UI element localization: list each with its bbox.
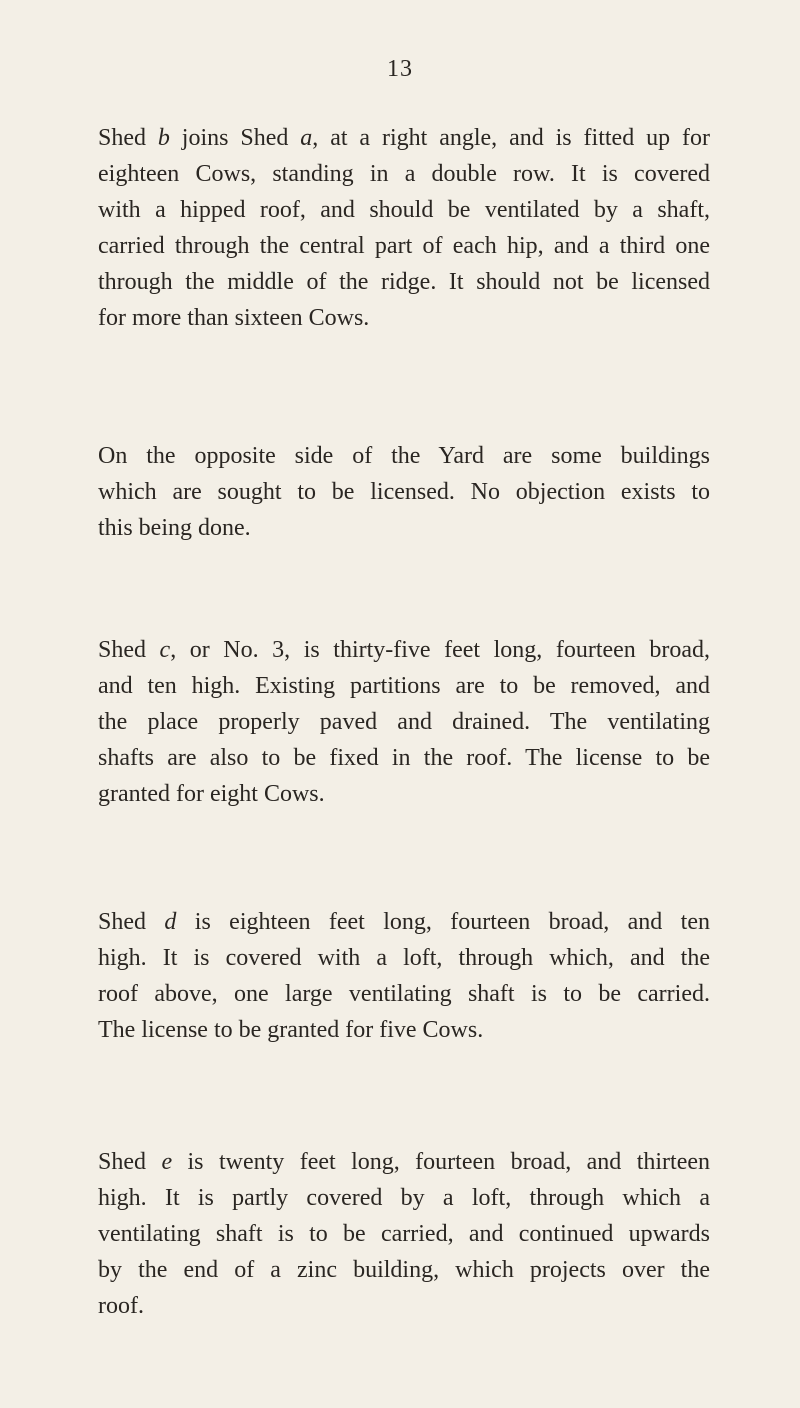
paragraph-opposite-side bbox=[98, 438, 710, 546]
text-line bbox=[98, 1144, 710, 1180]
text-line: through the middle of the ridge. It should not be licensed bbox=[98, 269, 710, 295]
text-span: Shed bbox=[98, 1149, 162, 1175]
italic-letter: c bbox=[159, 637, 171, 663]
text-line: The license to be granted for five Cows. bbox=[98, 1017, 484, 1043]
text-line: this being done. bbox=[98, 515, 251, 541]
text-line: which are sought to be licensed. No objection exists to bbox=[98, 479, 710, 505]
text-line: high. It is covered with a loft, through which, and the bbox=[98, 945, 710, 971]
text-line: with a hipped roof, and should be ventilated by a shaft, bbox=[98, 197, 710, 223]
text-line: eighteen Cows, standing in a double row. It is covered bbox=[98, 161, 710, 187]
paragraph-shed-d bbox=[98, 904, 710, 1048]
paragraph-shed-c bbox=[98, 632, 710, 812]
text-line: by the end of a zinc building, which projects over the bbox=[98, 1257, 710, 1283]
text-span: , at a right angle, and is fitted up for bbox=[312, 125, 710, 151]
text-span: , or No. 3, is thirty-five feet long, fourteen broad, bbox=[170, 637, 710, 663]
text-span: Shed bbox=[98, 125, 158, 151]
text-line: for more than sixteen Cows. bbox=[98, 305, 370, 331]
text-line: granted for eight Cows. bbox=[98, 781, 325, 807]
text-span: Shed bbox=[98, 909, 165, 935]
text-line: carried through the central part of each hip, and a third one bbox=[98, 233, 710, 259]
text-line: and ten high. Existing partitions are to be removed, and bbox=[98, 673, 710, 699]
italic-letter: e bbox=[161, 1149, 173, 1175]
text-span: is eighteen feet long, fourteen broad, and ten bbox=[176, 909, 710, 935]
text-line: the place properly paved and drained. The ventilating bbox=[98, 709, 710, 735]
text-line: shafts are also to be fixed in the roof. The license to be bbox=[98, 745, 710, 771]
paragraph-shed-b bbox=[98, 120, 710, 336]
text-line: ventilating shaft is to be carried, and continued upwards bbox=[98, 1221, 710, 1247]
text-span: is twenty feet long, fourteen broad, and thirteen bbox=[172, 1149, 711, 1175]
paragraph-shed-e bbox=[98, 1144, 710, 1324]
text-line bbox=[98, 904, 710, 940]
text-line: roof above, one large ventilating shaft is to be carried. bbox=[98, 981, 710, 1007]
italic-letter: b bbox=[157, 125, 170, 151]
text-line bbox=[98, 632, 710, 668]
text-span: joins Shed bbox=[169, 125, 301, 151]
text-line: On the opposite side of the Yard are some buildings bbox=[98, 443, 710, 469]
italic-letter: d bbox=[164, 909, 177, 935]
text-span: Shed bbox=[98, 637, 160, 663]
text-line: high. It is partly covered by a loft, through which a bbox=[98, 1185, 710, 1211]
text-line: roof. bbox=[98, 1293, 144, 1319]
page-number: 13 bbox=[387, 56, 413, 82]
text-line bbox=[98, 120, 710, 156]
italic-letter: a bbox=[300, 125, 313, 151]
